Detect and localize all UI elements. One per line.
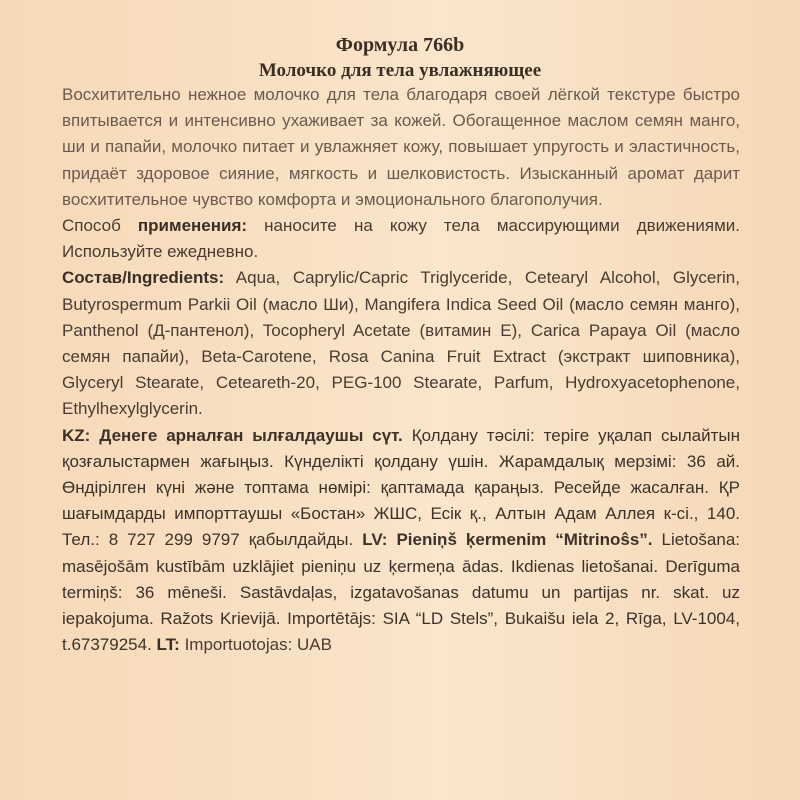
product-subtitle: Молочко для тела увлажняющее [258,60,542,81]
lv-text: Lietošana: masējošām kustībām uzklājiet pieniņu uz ķermeņa ādas. Ikdienas lietošanai. Derīguma termiņš: 36 mēneši. Sastāvdaļas, izgatavošanas datumu un partijas nr. skat. uz iepakojuma. Ražots Krievijā. Importētājs: SIA “LD Stels”, Bukaišu iela 2, Rīga, LV-1004, t.67379254. [62,530,740,655]
label-text [62,82,740,658]
title-block [0,32,800,84]
usage-label-plain: Способ [62,216,121,236]
usage-label: применения: [137,216,248,236]
ingredients-label: Состав/Ingredients: [62,268,225,288]
product-description: Восхитительно нежное молочко для тела благодаря своей лёгкой текстуре быстро впитывается и интенсивно ухаживает за кожей. Обогащенное маслом семян манго, ши и папайи, молочко питает и увлажняет кожу, повышает упругость и эластичность, придаёт здоровое сияние, мягкость и шелковистость. Изысканный аромат дарит восхитительное чувство комфорта и эмоционального благополучия. [62,85,740,209]
kz-product-name: Денеге арналған ылғалдаушы сүт. [99,425,403,445]
ingredients-text: Aqua, Caprylic/Capric Triglyceride, Cetearyl Alcohol, Glycerin, Butyrospermum Parkii Oil (масло Ши), Mangifera Indica Seed Oil (масло семян манго), Panthenol (Д-пантенол), Tocopheryl Acetate (витамин Е), Carica Papaya Oil (масло семян папайи), Beta-Carotene, Rosa Canina Fruit Extract (экстракт шиповника), Glyceryl Stearate, Ceteareth-20, PEG-100 Stearate, Parfum, Hydroxyacetophenone, Ethylhexylglycerin. [62,268,740,419]
product-title: Формула 766b [335,34,465,56]
lt-text: Importuotojas: UAB [184,635,332,655]
lv-product-name: Pieniņš ķermenim “Mitrinoŝs”. [396,530,653,550]
lv-code: LV: [362,530,388,550]
usage-text: наносите на кожу тела массирующими движениями. Используйте ежедневно. [62,216,740,262]
ingredients-section [62,265,740,422]
kz-code: KZ: [62,425,91,445]
kz-text: Қолдану тәсілі: теріге уқалап сылайтын қозғалыстармен жағыңыз. Күнделікті қолдану үшін. Жарамдалық мерзімі: 36 ай. Өндірілген күні және топтама нөмірі: қаптамада қараңыз. Ресейде жасалған. ҚР шағымдарды импорттаушы «Бостан» ЖШС, Есік қ., Алтын Адам Аллея к-сі., 140. Тел.: 8 727 299 9797 қабылдайды. [62,425,741,550]
multilingual-section [62,423,740,659]
lt-code: LT: [156,635,180,655]
usage-section [62,213,740,265]
